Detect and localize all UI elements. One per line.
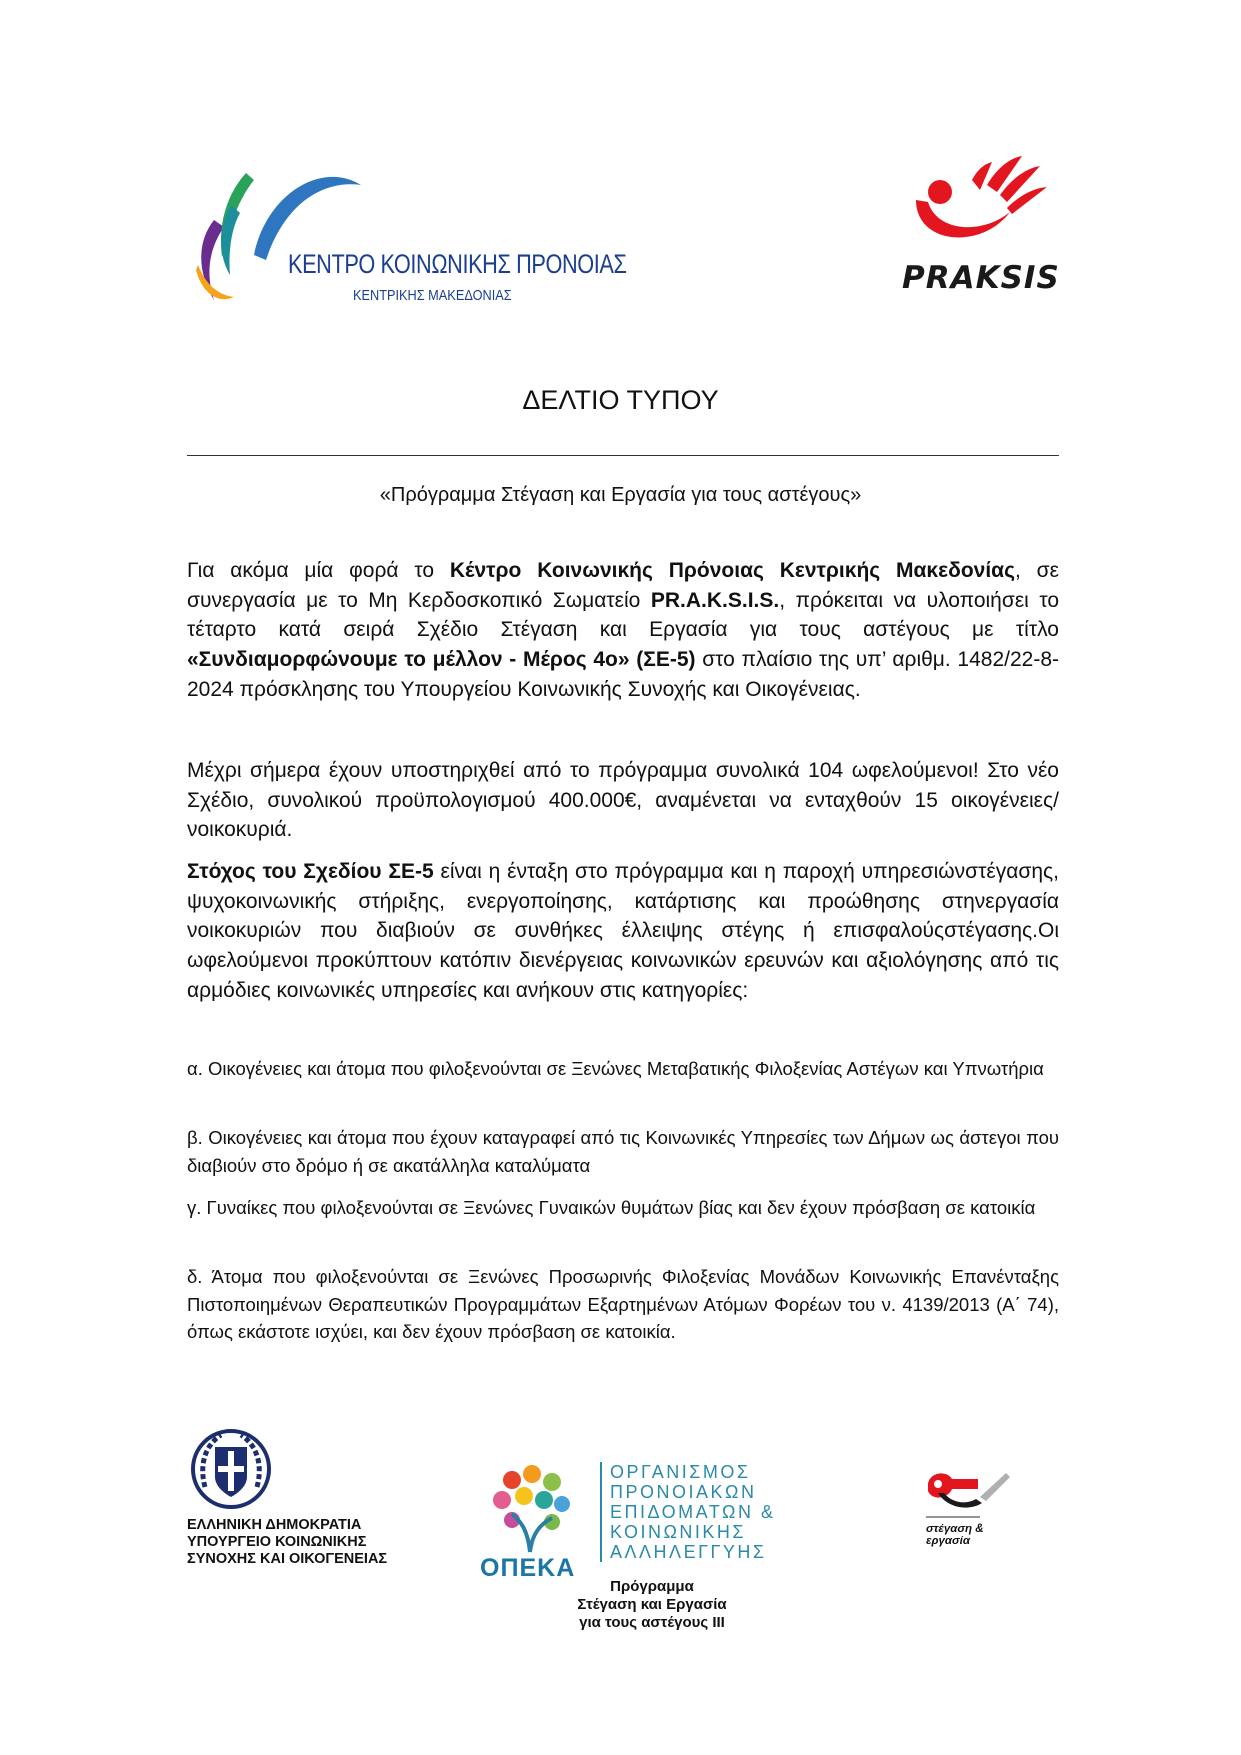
praksis-logo-name: PRAKSIS [902, 260, 1060, 296]
list-item-c: γ. Γυναίκες που φιλοξενούνται σε Ξενώνες Γυναικών θυμάτων βίας και δεν έχουν πρόσβαση σε κατοικία [187, 1197, 1036, 1218]
housing-work-logo [918, 1465, 1028, 1555]
opeka-line: ΟΡΓΑΝΙΣΜΟΣ [610, 1462, 751, 1482]
praksis-logo [902, 150, 1060, 310]
opeka-line: ΠΡΟΝΟΙΑΚΩΝ [610, 1482, 757, 1502]
opeka-line: ΑΛΛΗΛΕΓΓΥΗΣ [610, 1542, 767, 1562]
housing-line: στέγαση & [926, 1523, 984, 1535]
text-span: , πρόκειται να υλοποιήσει το τέταρτο κατά σειρά Σχέδιο Στέγαση και Εργασία για τους αστέγους με τίτλο [187, 588, 1060, 642]
page-title: ΔΕΛΤΙΟ ΤΥΠΟΥ [522, 385, 719, 415]
list-item-d: δ. Άτομα που φιλοξενούνται σε Ξενώνες Προσωρινής Φιλοξενίας Μονάδων Κοινωνικής Επανένταξης Πιστοποιημένων Θεραπευτικών Προγραμμάτων Εξαρτημένων Ατόμων Φορέων του ν. 4139/2013 (Α΄ 74), όπως εκάστοτε ισχύει, και δεν έχουν πρόσβαση σε κατοικία. [187, 1266, 1059, 1342]
opeka-line: ΚΟΙΝΩΝΙΚΗΣ [610, 1522, 747, 1542]
opeka-divider [600, 1462, 602, 1562]
list-item-b: β. Οικογένειες και άτομα που έχουν καταγραφεί από τις Κοινωνικές Υπηρεσίες των Δήμων ως άστεγοι που διαβιούν στο δρόμο ή σε ακατάλληλα καταλύματα [187, 1127, 1059, 1176]
page-subtitle: «Πρόγραμμα Στέγαση και Εργασία για τους αστέγους» [379, 484, 862, 506]
text-span: , σε συνεργασία με το Μη Κερδοσκοπικό Σωματείο [187, 559, 1059, 612]
kkp-logo-subname: ΚΕΝΤΡΙΚΗΣ ΜΑΚΕΔΟΝΙΑΣ [353, 287, 512, 304]
housing-work-caption [926, 1523, 984, 1547]
opeka-logo [480, 1462, 800, 1632]
text-span: στο πλαίσιο της υπ’ αριθμ. 1482/22-8-2024 πρόσκλησης του Υπουργείου Κοινωνικής Συνοχής και Οικογένειας. [187, 648, 1060, 701]
text-span: είναι η ένταξη στο πρόγραμμα και η παροχή υπηρεσιώνστέγασης, ψυχοκοινωνικής στήριξης, ενεργοποίησης, κατάρτισης και προώθησης στηνεργασία νοικοκυριών που διαβιούν σε συνθήκες έλλειψης στέγης ή επισφαλούςστέγασης.Οι ωφελούμενοι προκύπτουν κατόπιν διενέργειας κοινωνικών ερευνών και αξιολόγησης από τις αρμόδιες κοινωνικές υπηρεσίες και ανήκουν στις κατηγορίες: [187, 860, 1059, 1002]
list-item-a: α. Οικογένειες και άτομα που φιλοξενούνται σε Ξενώνες Μεταβατικής Φιλοξενίας Αστέγων και Υπνωτήρια [187, 1058, 1044, 1079]
kkp-logo [196, 165, 627, 315]
opeka-fullname [610, 1462, 775, 1562]
ministry-logo [187, 1425, 447, 1565]
text-span: Για ακόμα μία φορά το [187, 559, 450, 582]
bold-span: PR.A.K.S.I.S. [650, 588, 780, 612]
praksis-hand-icon [902, 150, 1052, 260]
title-divider [187, 455, 1059, 456]
opeka-line: ΕΠΙΔΟΜΑΤΩΝ & [610, 1502, 776, 1522]
key-icon [918, 1465, 1018, 1520]
ministry-line: ΣΥΝΟΧΗΣ ΚΑΙ ΟΙΚΟΓΕΝΕΙΑΣ [187, 1551, 388, 1567]
paragraph-intro [187, 556, 1059, 705]
paragraph-beneficiaries: Μέχρι σήμερα έχουν υποστηριχθεί από το πρόγραμμα συνολικά 104 ωφελούμενοι! Στο νέο Σχέδιο, συνολικού προϋπολογισμού 400.000€, αναμένεται να ενταχθούν 15 οικογένειες/νοικοκυριά. [187, 759, 1059, 842]
program-line: Στέγαση και Εργασία [577, 1596, 727, 1613]
program-line: για τους αστέγους ΙΙΙ [579, 1614, 725, 1631]
bold-span: «Συνδιαμορφώνουμε το μέλλον - Μέρος 4ο» (ΣΕ-5) [187, 648, 696, 672]
bold-span: Κέντρο Κοινωνικής Πρόνοιας Κεντρικής Μακεδονίας [449, 559, 1016, 582]
program-line: Πρόγραμμα [610, 1578, 694, 1595]
opeka-tree-icon [482, 1462, 582, 1557]
housing-line: εργασία [926, 1535, 970, 1547]
program-caption [552, 1578, 752, 1632]
ministry-line: ΥΠΟΥΡΓΕΙΟ ΚΟΙΝΩΝΙΚΗΣ [187, 1534, 367, 1550]
kkp-logo-name: ΚΕΝΤΡΟ ΚΟΙΝΩΝΙΚΗΣ ΠΡΟΝΟΙΑΣ [288, 249, 627, 279]
ministry-line: ΕΛΛΗΝΙΚΗ ΔΗΜΟΚΡΑΤΙΑ [187, 1517, 362, 1533]
greek-coat-of-arms-icon [191, 1425, 271, 1513]
ministry-name [187, 1517, 387, 1568]
bold-span: Στόχος του Σχεδίου ΣΕ-5 [187, 860, 434, 883]
paragraph-goal [187, 857, 1059, 1006]
opeka-acronym: ΟΠΕΚΑ [480, 1554, 576, 1582]
